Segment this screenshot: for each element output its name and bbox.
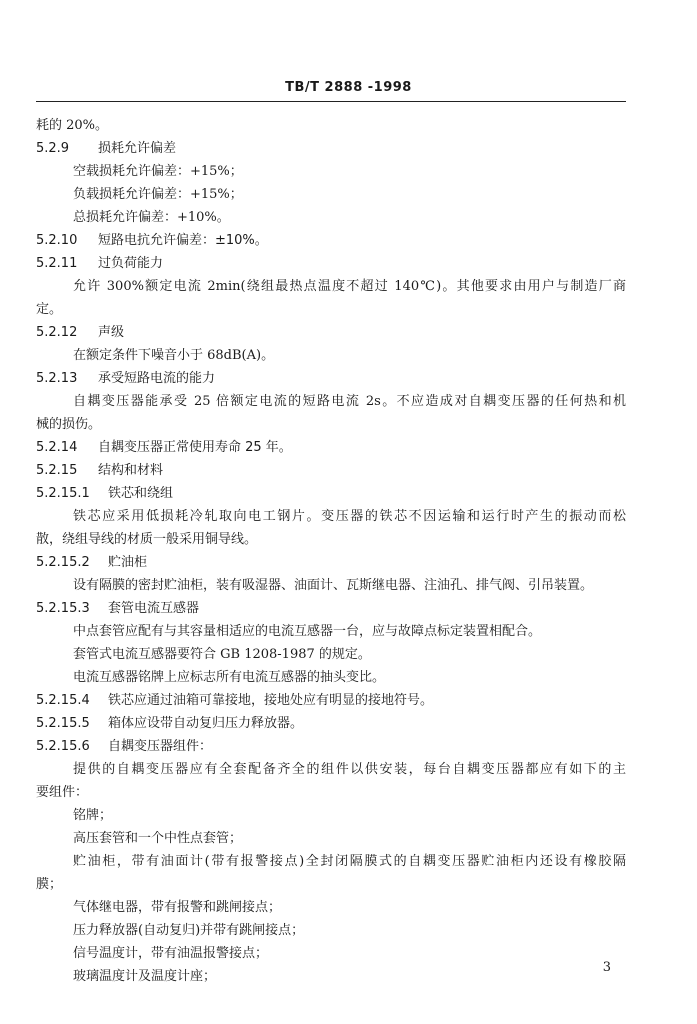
document-body [36,114,626,988]
section-number: 5.2.14 [36,440,78,455]
section-number: 5.2.15.4 [36,693,90,708]
section-number: 5.2.9 [36,141,70,156]
text-line: 耗的 20%。 [36,118,109,133]
section-title: 箱体应设带自动复归压力释放器。 [108,716,304,731]
section-number: 5.2.12 [36,325,78,340]
section-heading-5-2-15-2 [36,551,626,574]
text-line: 套管式电流互感器要符合 GB 1208-1987 的规定。 [73,647,371,662]
section-title: 铁芯和绕组 [108,486,174,501]
section-heading-5-2-15-1 [36,482,626,505]
section-title: 自耦变压器正常使用寿命 25 年。 [98,440,292,455]
text-line: 负载损耗允许偏差：+15%； [73,187,243,202]
text-line: 械的损伤。 [36,417,102,432]
text-line: 膜； [36,877,63,892]
section-heading-5-2-15 [36,459,626,482]
section-title: 承受短路电流的能力 [98,371,216,386]
text-line: 压力释放器(自动复归)并带有跳闸接点； [73,923,305,938]
section-heading-5-2-15-5 [36,712,626,735]
text-line: 信号温度计，带有油温报警接点； [73,946,269,961]
section-number: 5.2.15.3 [36,601,90,616]
section-heading-5-2-15-3 [36,597,626,620]
section-number: 5.2.15.1 [36,486,90,501]
section-heading-5-2-13 [36,367,626,390]
text-line: 总损耗允许偏差：+10%。 [73,210,230,225]
section-number: 5.2.11 [36,256,78,271]
section-title: 自耦变压器组件： [108,739,213,754]
section-title: 贮油柜 [108,555,148,570]
text-line: 中点套管应配有与其容量相适应的电流互感器一台，应与故障点标定装置相配合。 [73,624,542,639]
section-title: 套管电流互感器 [108,601,200,616]
text-line: 要组件： [36,785,89,800]
section-number: 5.2.10 [36,233,78,248]
section-title: 损耗允许偏差 [98,141,177,156]
section-title: 结构和材料 [98,463,164,478]
section-heading-5-2-9 [36,137,626,160]
section-title: 短路电抗允许偏差：±10%。 [98,233,268,248]
text-line: 允许 300%额定电流 2min(绕组最热点温度不超过 140℃)。其他要求由用户与制造厂商 [73,279,626,294]
text-line: 自耦变压器能承受 25 倍额定电流的短路电流 2s。不应造成对自耦变压器的任何热和机 [73,394,626,409]
section-heading-5-2-11 [36,252,626,275]
section-heading-5-2-15-6 [36,735,626,758]
text-line: 空载损耗允许偏差：+15%； [73,164,243,179]
text-line: 铁芯应采用低损耗冷轧取向电工钢片。变压器的铁芯不因运输和运行时产生的振动而松 [73,509,626,524]
section-title: 过负荷能力 [98,256,164,271]
text-line: 玻璃温度计及温度计座； [73,969,217,984]
text-line: 电流互感器铭牌上应标志所有电流互感器的抽头变比。 [73,670,386,685]
section-number: 5.2.15.2 [36,555,90,570]
section-heading-5-2-12 [36,321,626,344]
text-line: 高压套管和一个中性点套管； [73,831,243,846]
section-heading-5-2-15-4 [36,689,626,712]
section-title: 声级 [98,325,125,340]
text-line: 设有隔膜的密封贮油柜，装有吸湿器、油面计、瓦斯继电器、注油孔、排气阀、引吊装置。 [73,578,594,593]
page-number: 3 [602,960,611,975]
section-number: 5.2.13 [36,371,78,386]
text-line: 散，绕组导线的材质一般采用铜导线。 [36,532,258,547]
section-heading-5-2-14 [36,436,626,459]
section-number: 5.2.15.5 [36,716,90,731]
document-header: TB/T 2888 -1998 [285,80,412,95]
text-line: 贮油柜，带有油面计(带有报警接点)全封闭隔膜式的自耦变压器贮油柜内还设有橡胶隔 [73,854,626,869]
text-line: 铭牌； [73,808,113,823]
section-number: 5.2.15 [36,463,78,478]
text-line: 在额定条件下噪音小于 68dB(A)。 [73,348,275,363]
section-title: 铁芯应通过油箱可靠接地，接地处应有明显的接地符号。 [108,693,434,708]
text-line: 提供的自耦变压器应有全套配备齐全的组件以供安装，每台自耦变压器都应有如下的主 [73,762,626,777]
text-line: 定。 [36,302,63,317]
header-divider [36,101,626,102]
section-heading-5-2-10 [36,229,626,252]
text-line: 气体继电器，带有报警和跳闸接点； [73,900,282,915]
section-number: 5.2.15.6 [36,739,90,754]
